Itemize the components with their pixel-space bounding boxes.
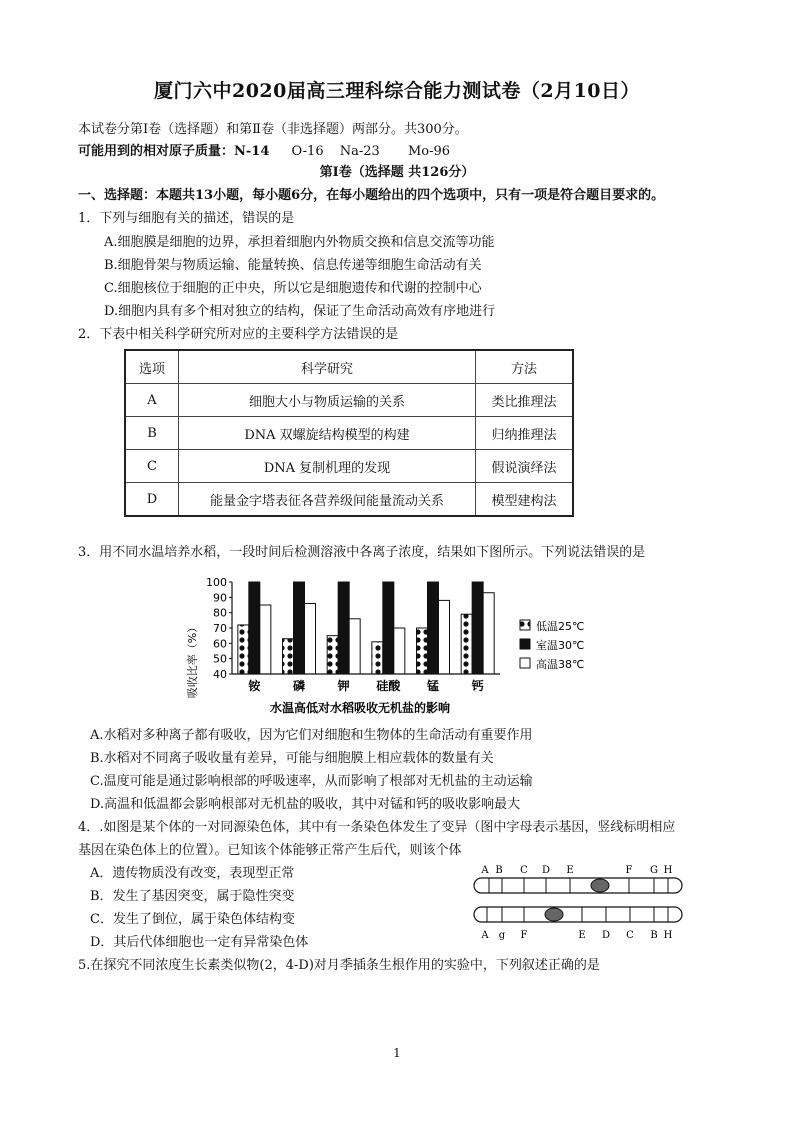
table-cell: DNA 复制机理的发现	[179, 450, 476, 483]
question-4-option-d: D．其后代体细胞也一定有异常染色体	[90, 935, 309, 950]
gene-label: A	[481, 930, 489, 941]
question-1-option-a: A.细胞膜是细胞的边界，承担着细胞内外物质交换和信息交流等功能	[104, 235, 495, 250]
page-number: 1	[393, 1046, 401, 1060]
question-4-option-c: C．发生了倒位，属于染色体结构变	[90, 912, 295, 927]
bar	[428, 582, 439, 674]
atomic-mass-na: Na-23	[339, 144, 380, 159]
table-cell: C	[125, 450, 179, 483]
gene-label: g	[498, 930, 506, 941]
legend-swatch	[520, 620, 530, 630]
bar	[472, 582, 483, 674]
table-row	[125, 417, 573, 450]
atomic-mass-o: O-16	[291, 144, 324, 159]
gene-label: C	[520, 865, 528, 876]
question-3-option-a: A.水稻对多种离子都有吸收，因为它们对细胞和生物体的生命活动有重要作用	[90, 728, 533, 743]
table-cell: B	[125, 417, 179, 450]
part-title: 第Ⅰ卷（选择题 共126分）	[319, 165, 475, 180]
table-header-row	[125, 350, 573, 384]
question-3-option-b: B.水稻对不同离子吸收量有差异，可能与细胞膜上相应载体的数量有关	[90, 751, 494, 766]
bar	[283, 639, 294, 674]
y-tick-label: 80	[213, 606, 227, 620]
bar	[327, 636, 338, 674]
question-2-stem: 2．下表中相关科学研究所对应的主要科学方法错误的是	[78, 327, 399, 342]
table-cell: D	[125, 483, 179, 517]
x-tick-label: 磷	[292, 679, 306, 693]
legend-label: 高温38℃	[536, 658, 585, 671]
gene-label: E	[578, 930, 586, 941]
question-3-option-d: D.高温和低温都会影响根部对无机盐的吸收，其中对锰和钙的吸收影响最大	[90, 797, 521, 812]
y-tick-label: 90	[213, 591, 227, 605]
question-1-option-c: C.细胞核位于细胞的正中央，所以它是细胞遗传和代谢的控制中心	[104, 281, 482, 296]
atomic-mass-label: 可能用到的相对原子质量：	[78, 144, 235, 159]
question-3-option-c: C.温度可能是通过影响根部的呼吸速率，从而影响了根部对无机盐的主动运输	[90, 774, 533, 789]
table-cell: DNA 双螺旋结构模型的构建	[179, 417, 476, 450]
legend-label: 室温30℃	[536, 639, 585, 652]
x-tick-label: 钙	[471, 679, 484, 693]
atomic-mass-n: N-14	[234, 144, 270, 159]
table-header-cell: 选项	[125, 350, 179, 384]
table-cell: 类比推理法	[476, 384, 574, 417]
question-4-option-b: B．发生了基因突变，属于隐性突变	[90, 889, 295, 904]
gene-label: F	[520, 930, 528, 941]
table-cell: 能量金字塔表征各营养级间能量流动关系	[179, 483, 476, 517]
y-tick-label: 60	[213, 637, 227, 651]
centromere-bottom	[545, 908, 563, 921]
question-4-option-a: A．遗传物质没有改变，表现型正常	[90, 866, 295, 881]
atomic-mass-line	[78, 140, 450, 159]
bar	[417, 628, 428, 674]
bar	[349, 619, 360, 674]
x-tick-label: 硅酸	[376, 679, 401, 693]
exam-intro: 本试卷分第Ⅰ卷（选择题）和第Ⅱ卷（非选择题）两部分。共300分。	[78, 122, 468, 137]
bar	[249, 582, 260, 674]
gene-label: D	[541, 865, 551, 876]
table-cell: 模型建构法	[476, 483, 574, 517]
gene-label: H	[663, 930, 673, 941]
section-heading: 一、选择题：本题共13小题，每小题6分，在每小题给出的四个选项中，只有一项是符合题目要求的。	[78, 188, 665, 203]
question-1-option-d: D.细胞内具有多个相对独立的结构，保证了生命活动高效有序地进行	[104, 304, 496, 319]
bar	[338, 582, 349, 674]
question-4-stem-line1: 4．.如图是某个体的一对同源染色体，其中有一条染色体发生了变异（图中字母表示基因，竖线标明相应	[78, 820, 676, 835]
bar	[305, 603, 316, 674]
question-5-stem: 5.在探究不同浓度生长素类似物(2，4-D)对月季插条生根作用的实验中，下列叙述正确的是	[78, 958, 600, 973]
bar	[483, 593, 494, 674]
atomic-mass-mo: Mo-96	[407, 144, 451, 159]
y-tick-label: 100	[206, 576, 227, 589]
bar	[394, 628, 405, 674]
bar	[260, 605, 271, 674]
exam-title: 厦门六中2020届高三理科综合能力测试卷（2月10日）	[153, 80, 641, 102]
gene-label: C	[626, 930, 634, 941]
gene-label: E	[566, 865, 574, 876]
legend-label: 低温25℃	[536, 620, 585, 633]
gene-label: D	[601, 930, 611, 941]
table-cell: 细胞大小与物质运输的关系	[179, 384, 476, 417]
table-cell: 假说演绎法	[476, 450, 574, 483]
table-row	[125, 483, 573, 517]
chart-title: 水温高低对水稻吸收无机盐的影响	[269, 701, 451, 715]
question-4-stem-line2: 基因在染色体上的位置）。已知该个体能够正常产生后代，则该个体	[78, 843, 462, 858]
chromosome-bottom	[474, 907, 682, 922]
method-table	[124, 349, 574, 517]
question-1-stem: 1．下列与细胞有关的描述，错误的是	[78, 211, 295, 226]
y-tick-label: 40	[213, 668, 227, 681]
bar	[294, 582, 305, 674]
table-cell: 归纳推理法	[476, 417, 574, 450]
gene-label: A	[481, 865, 489, 876]
centromere-top	[591, 879, 609, 892]
table-header-cell: 方法	[476, 350, 574, 384]
gene-label: B	[650, 930, 658, 941]
bar	[238, 625, 249, 674]
gene-label: F	[625, 865, 633, 876]
question-3-stem: 3．用不同水温培养水稻，一段时间后检测溶液中各离子浓度，结果如下图所示。下列说法错误的是	[78, 545, 646, 560]
x-tick-label: 铵	[248, 679, 261, 693]
legend-swatch	[520, 639, 530, 649]
x-tick-label: 锰	[426, 679, 440, 693]
y-axis-label: 吸收比率（%）	[186, 621, 199, 699]
ion-absorption-chart	[186, 572, 610, 720]
y-tick-label: 70	[213, 622, 227, 635]
table-row	[125, 384, 573, 417]
bar	[383, 582, 394, 674]
bar	[461, 614, 472, 674]
homologous-chromosome-diagram	[472, 860, 688, 942]
bar	[439, 600, 450, 674]
table-cell: A	[125, 384, 179, 417]
bar	[372, 642, 383, 674]
chromosome-top	[474, 878, 682, 893]
gene-label: B	[495, 865, 503, 876]
y-tick-label: 50	[213, 652, 227, 666]
question-1-option-b: B.细胞骨架与物质运输、能量转换、信息传递等细胞生命活动有关	[104, 258, 482, 273]
x-tick-label: 钾	[337, 679, 350, 693]
gene-label: H	[663, 865, 673, 876]
legend-swatch	[520, 658, 530, 668]
table-header-cell: 科学研究	[179, 350, 476, 384]
table-row	[125, 450, 573, 483]
gene-label: G	[650, 865, 658, 876]
